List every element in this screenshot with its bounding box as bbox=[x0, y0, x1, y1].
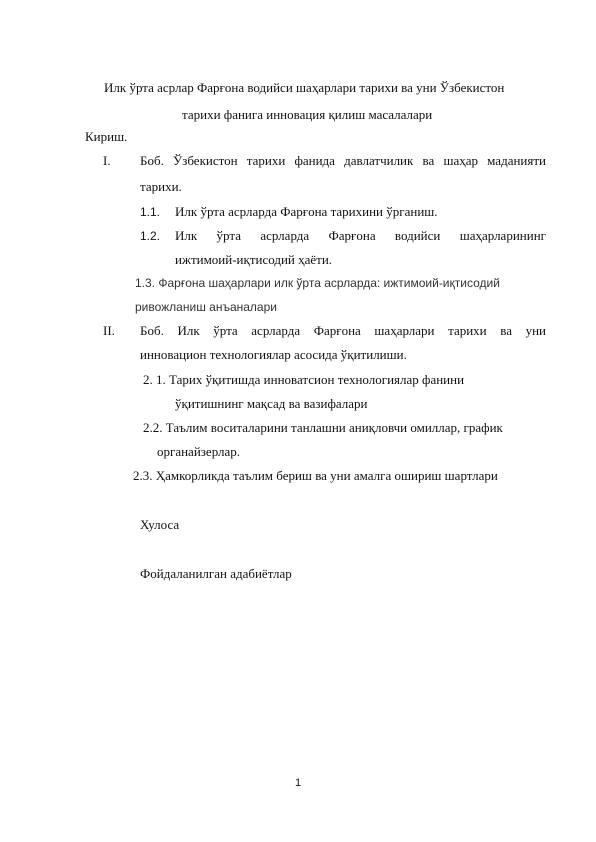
title-line-2: тарихи фанига инновация қилиш масалалари bbox=[182, 107, 433, 122]
references-heading: Фойдаланилган адабиётлар bbox=[140, 566, 292, 581]
chapter-1-title bbox=[140, 153, 546, 169]
section-1-2-number: 1.2. bbox=[140, 229, 161, 243]
chapter-1-number: I. bbox=[103, 153, 111, 168]
section-1-1-number: 1.1. bbox=[140, 205, 161, 219]
chapter-1-word: фанида bbox=[294, 153, 335, 168]
section-1-2-word: асрларда bbox=[260, 228, 310, 243]
chapter-1-word: шаҳар bbox=[443, 153, 478, 168]
section-1-1-title: Илк ўрта асрларда Фарғона тарихини ўрганиш. bbox=[175, 204, 438, 219]
section-1-3-title-cont: ривожланиш анъаналари bbox=[135, 300, 277, 314]
section-1-2-word: водийси bbox=[394, 228, 441, 243]
chapter-1-word: маданияти bbox=[487, 153, 546, 168]
chapter-2-title-cont: инновацион технологиялар асосида ўқитилиши. bbox=[140, 347, 407, 362]
chapter-1-word: Боб. bbox=[140, 153, 164, 168]
section-1-3-title: 1.3. Фарғона шаҳарлари илк ўрта асрларда: ижтимоий-иқтисодий bbox=[135, 276, 500, 290]
conclusion-heading: Хулоса bbox=[140, 517, 180, 532]
chapter-2-word: ўрта bbox=[213, 323, 238, 338]
intro-heading: Кириш. bbox=[85, 129, 128, 144]
title-line-1: Илк ўрта асрлар Фарғона водийси шаҳарлари тарихи ва уни Ўзбекистон bbox=[104, 80, 505, 95]
chapter-2-number: II. bbox=[103, 323, 115, 338]
chapter-2-word: асрларда bbox=[251, 323, 301, 338]
chapter-2-title bbox=[140, 323, 546, 339]
chapter-1-word: давлатчилик bbox=[344, 153, 414, 168]
section-2-1-title: 2. 1. Тарих ўқитишда инноватсион технологиялар фанини bbox=[143, 372, 465, 387]
chapter-1-word: тарихи bbox=[246, 153, 286, 168]
section-1-2-word: ўрта bbox=[216, 228, 241, 243]
chapter-2-word: шаҳарлари bbox=[374, 323, 435, 338]
section-1-2-title bbox=[175, 228, 546, 244]
section-1-2-title-cont: ижтимоий-иқтисодий ҳаёти. bbox=[175, 252, 333, 267]
chapter-2-word: уни bbox=[525, 323, 546, 338]
section-2-1-title-cont: ўқитишнинг мақсад ва вазифалари bbox=[175, 396, 368, 411]
section-1-2-word: Фарғона bbox=[328, 228, 376, 243]
section-2-2-title-cont: органайзерлар. bbox=[157, 444, 241, 459]
chapter-2-word: тарихи bbox=[448, 323, 487, 338]
chapter-2-word: Боб. bbox=[140, 323, 164, 338]
chapter-2-word: Илк bbox=[177, 323, 200, 338]
section-2-2-title: 2.2. Таълим воситаларини танлашни аниқловчи омиллар, график bbox=[143, 420, 503, 435]
section-2-3-title: 2.3. Ҳамкорликда таълим бериш ва уни амалга ошириш шартлари bbox=[133, 468, 498, 483]
section-1-2-word: шаҳарларининг bbox=[459, 228, 546, 243]
chapter-1-word: Ўзбекистон bbox=[173, 153, 238, 168]
page-number: 1 bbox=[294, 777, 302, 789]
chapter-1-title-cont: тарихи. bbox=[140, 179, 182, 194]
section-1-2-word: Илк bbox=[175, 228, 198, 243]
chapter-1-word: ва bbox=[422, 153, 435, 168]
chapter-2-word: ва bbox=[500, 323, 512, 338]
chapter-2-word: Фарғона bbox=[313, 323, 361, 338]
